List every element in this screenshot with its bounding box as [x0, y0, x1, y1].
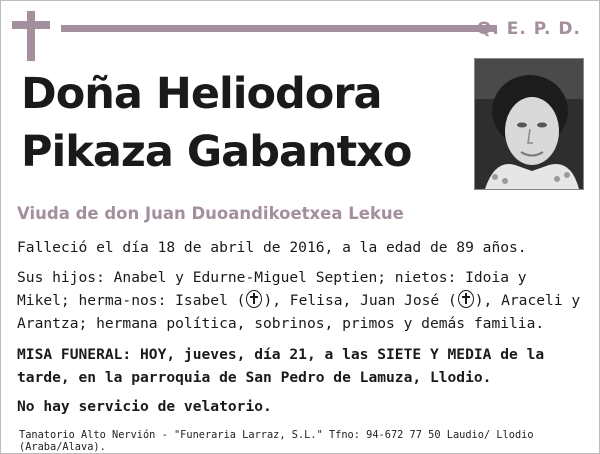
- cross-vertical-bar: [27, 11, 35, 61]
- death-notice: Falleció el día 18 de abril de 2016, a la edad de 89 años.: [17, 239, 527, 256]
- funeral-home-footer: Tanatorio Alto Nervión - "Funeraria Larraz, S.L." Tfno: 94-672 77 50 Laudio/ Llodio (Araba/Alava).: [19, 429, 534, 453]
- wake-notice: No hay servicio de velatorio.: [17, 398, 272, 415]
- cross-in-circle-icon: [458, 290, 474, 308]
- widow-of-line: Viuda de don Juan Duoandikoetxea Lekue: [17, 204, 404, 223]
- deceased-name-line-2: Pikaza Gabantxo: [21, 127, 412, 177]
- portrait-image: [475, 59, 583, 189]
- cross-in-circle-icon: [246, 290, 262, 308]
- cross-horizontal-bar: [12, 21, 50, 29]
- family-notice: [17, 266, 587, 335]
- funeral-mass-notice: MISA FUNERAL: HOY, jueves, día 21, a las SIETE Y MEDIA de la tarde, en la parroquia de San Pedro de Lamuza, Llodio.: [17, 346, 545, 386]
- family-text-part-2: ), Felisa, Juan José (: [263, 292, 457, 309]
- qepd-label: Q. E. P. D.: [476, 19, 581, 39]
- family-text-part-1: Sus hijos: Anabel y Edurne-Miguel Septien; nietos: Idoia y Mikel; herma-nos: Isabel (: [17, 269, 527, 309]
- deceased-photo: [474, 58, 584, 190]
- deceased-name: [21, 65, 411, 181]
- header-rule: [61, 25, 497, 32]
- deceased-name-line-1: Doña Heliodora: [21, 69, 382, 119]
- family-text-part-3: ), Araceli y Arantza; hermana política, sobrinos, primos y demás familia.: [17, 292, 581, 332]
